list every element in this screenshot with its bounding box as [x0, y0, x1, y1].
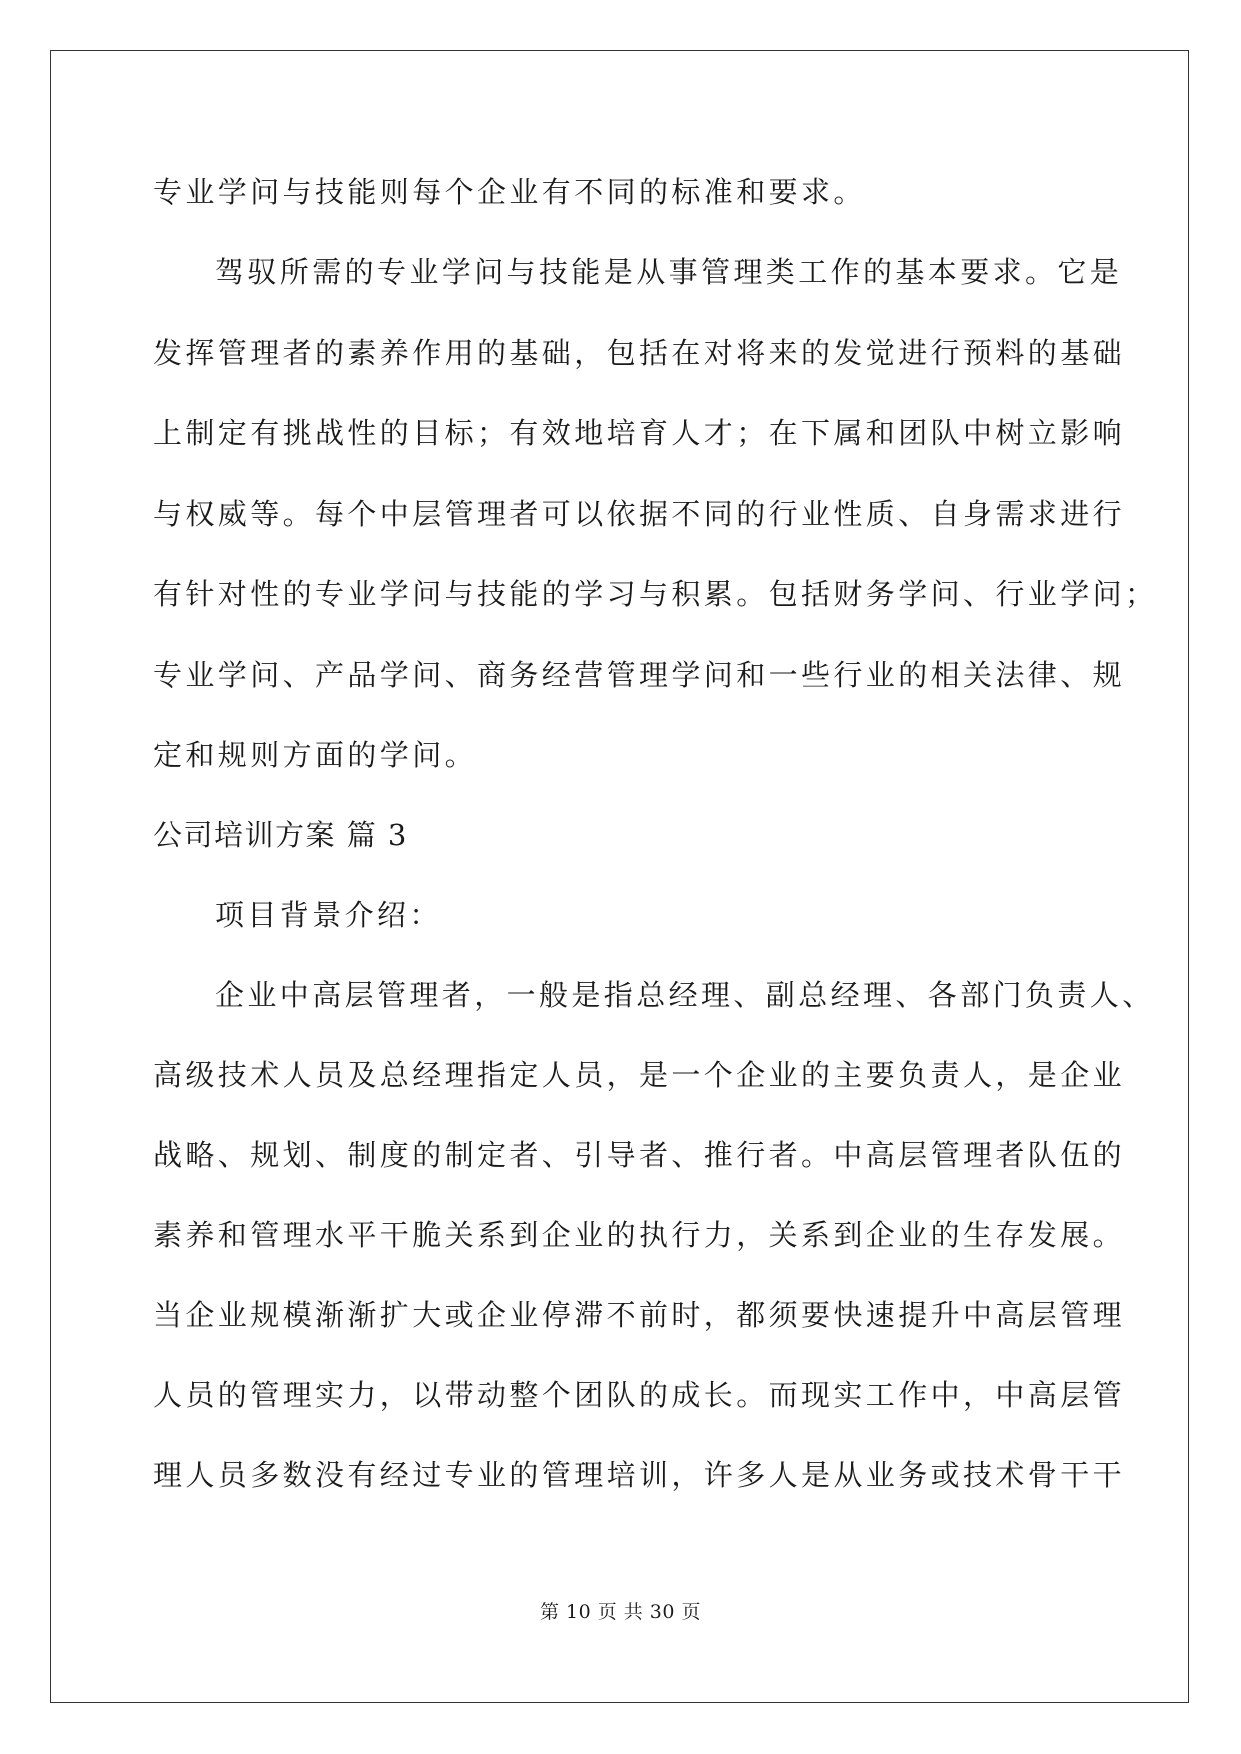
- body-line-15: 当企业规模渐渐扩大或企业停滞不前时，都须要快速提升中高层管理: [153, 1298, 1126, 1332]
- body-line-14: 素养和管理水平干脆关系到企业的执行力，关系到企业的生存发展。: [153, 1218, 1126, 1252]
- body-line-4: 上制定有挑战性的目标；有效地培育人才；在下属和团队中树立影响: [153, 416, 1126, 450]
- page-number-footer: 第 10 页 共 30 页: [539, 1601, 702, 1623]
- body-line-1: 专业学问与技能则每个企业有不同的标准和要求。: [153, 175, 866, 209]
- body-line-7: 专业学问、产品学问、商务经营管理学问和一些行业的相关法律、规: [153, 658, 1126, 692]
- section-heading: 公司培训方案 篇 3: [153, 818, 408, 852]
- body-line-3: 发挥管理者的素养作用的基础，包括在对将来的发觉进行预料的基础: [153, 336, 1126, 370]
- body-line-8: 定和规则方面的学问。: [153, 738, 478, 772]
- body-line-5: 与权威等。每个中层管理者可以依据不同的行业性质、自身需求进行: [153, 497, 1126, 531]
- body-line-16: 人员的管理实力，以带动整个团队的成长。而现实工作中，中高层管: [153, 1378, 1126, 1412]
- body-line-12: 高级技术人员及总经理指定人员，是一个企业的主要负责人，是企业: [153, 1058, 1126, 1092]
- subheading-project-background: 项目背景介绍：: [215, 898, 442, 932]
- body-line-11: 企业中高层管理者，一般是指总经理、副总经理、各部门负责人、: [215, 978, 1155, 1012]
- body-line-2: 驾驭所需的专业学问与技能是从事管理类工作的基本要求。它是: [215, 255, 1123, 289]
- body-line-17: 理人员多数没有经过专业的管理培训，许多人是从业务或技术骨干干: [153, 1458, 1126, 1492]
- body-line-13: 战略、规划、制度的制定者、引导者、推行者。中高层管理者队伍的: [153, 1138, 1126, 1172]
- body-line-6: 有针对性的专业学问与技能的学习与积累。包括财务学问、行业学问；: [153, 577, 1158, 611]
